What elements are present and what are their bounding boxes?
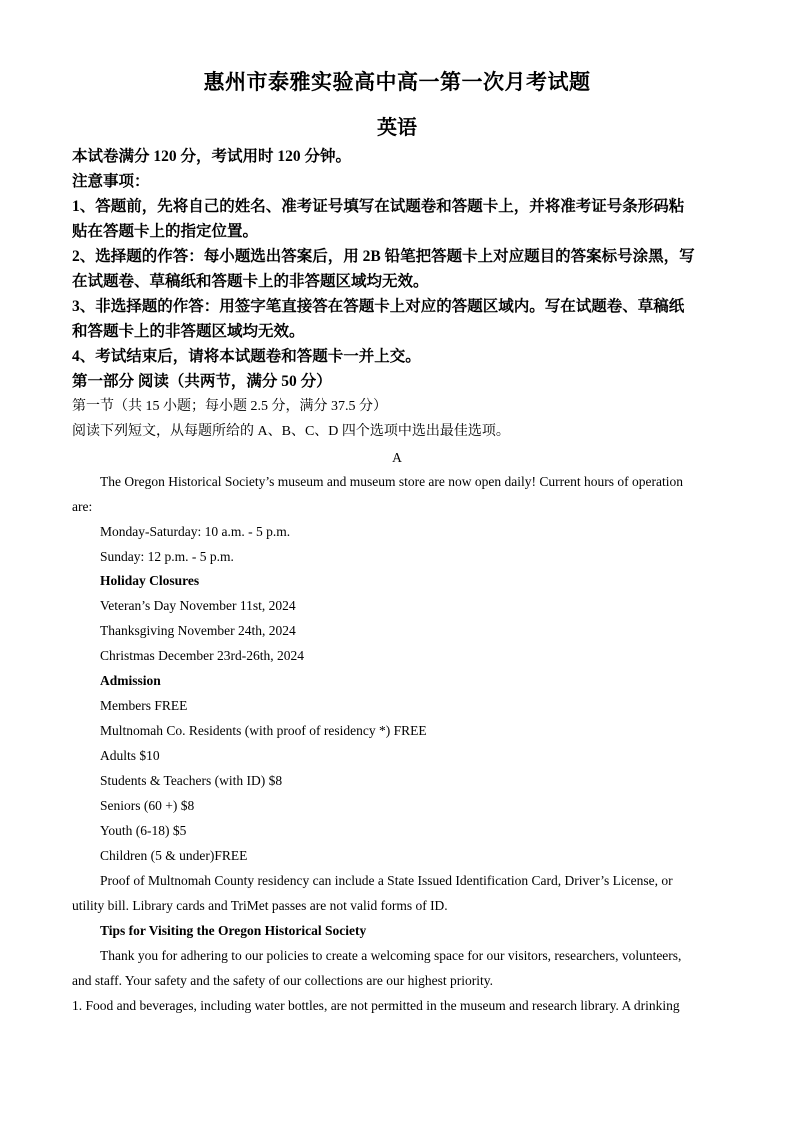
notice-item-2-cont: 在试题卷、草稿纸和答题卡上的非答题区域均无效。 bbox=[72, 273, 429, 290]
subject-title: 英语 bbox=[377, 117, 417, 139]
passage-intro: The Oregon Historical Society’s museum and museum store are now open daily! Current hours of operation bbox=[100, 474, 683, 489]
residency-proof: Proof of Multnomah County residency can include a State Issued Identification Card, Driver’s License, or bbox=[100, 873, 673, 888]
admission-item: Adults $10 bbox=[100, 748, 160, 763]
admission-item: Members FREE bbox=[100, 698, 188, 713]
notice-item-1-cont: 贴在答题卡上的指定位置。 bbox=[72, 223, 259, 240]
residency-proof-cont: utility bill. Library cards and TriMet passes are not valid forms of ID. bbox=[72, 898, 448, 913]
holiday-item: Veteran’s Day November 11st, 2024 bbox=[100, 598, 296, 613]
hours-weekday: Monday-Saturday: 10 a.m. - 5 p.m. bbox=[100, 524, 291, 539]
tips-heading: Tips for Visiting the Oregon Historical Society bbox=[100, 923, 367, 938]
tips-paragraph: Thank you for adhering to our policies to create a welcoming space for our visitors, researchers, volunteers, bbox=[100, 948, 682, 963]
hours-sunday: Sunday: 12 p.m. - 5 p.m. bbox=[100, 549, 234, 564]
section1-heading: 第一节（共 15 小题；每小题 2.5 分，满分 37.5 分） bbox=[72, 399, 387, 414]
notice-item-1: 1、答题前，先将自己的姓名、准考证号填写在试题卷和答题卡上，并将准考证号条形码粘 bbox=[72, 198, 685, 215]
holiday-item: Christmas December 23rd-26th, 2024 bbox=[100, 648, 304, 663]
passage-label: A bbox=[392, 450, 402, 465]
tips-paragraph-cont: and staff. Your safety and the safety of our collections are our highest priority. bbox=[72, 973, 494, 988]
notice-item-3-cont: 和答题卡上的非答题区域均无效。 bbox=[72, 323, 305, 340]
exam-title: 惠州市泰雅实验高中高一第一次月考试题 bbox=[203, 70, 591, 94]
holiday-heading: Holiday Closures bbox=[100, 573, 200, 588]
notice-item-2: 2、选择题的作答：每小题选出答案后，用 2B 铅笔把答题卡上对应题目的答案标号涂黑，写 bbox=[72, 248, 695, 265]
exam-intro: 本试卷满分 120 分，考试用时 120 分钟。 bbox=[72, 148, 352, 165]
admission-heading: Admission bbox=[100, 673, 161, 688]
reading-directions: 阅读下列短文，从每题所给的 A、B、C、D 四个选项中选出最佳选项。 bbox=[72, 424, 510, 439]
tips-rule-1: 1. Food and beverages, including water bottles, are not permitted in the museum and research library. A drinking bbox=[72, 998, 680, 1013]
admission-item: Youth (6-18) $5 bbox=[100, 823, 187, 838]
part1-heading: 第一部分 阅读（共两节，满分 50 分） bbox=[72, 373, 332, 390]
admission-item: Children (5 & under)FREE bbox=[100, 848, 248, 863]
holiday-item: Thanksgiving November 24th, 2024 bbox=[100, 623, 296, 638]
notice-item-3: 3、非选择题的作答：用签字笔直接答在答题卡上对应的答题区域内。写在试题卷、草稿纸 bbox=[72, 298, 685, 315]
admission-item: Students & Teachers (with ID) $8 bbox=[100, 773, 283, 788]
notice-item-4: 4、考试结束后，请将本试题卷和答题卡一并上交。 bbox=[72, 348, 421, 365]
passage-intro-cont: are: bbox=[72, 499, 93, 514]
notice-heading: 注意事项： bbox=[72, 173, 150, 190]
admission-item: Seniors (60 +) $8 bbox=[100, 798, 195, 813]
admission-item: Multnomah Co. Residents (with proof of residency *) FREE bbox=[100, 723, 427, 738]
